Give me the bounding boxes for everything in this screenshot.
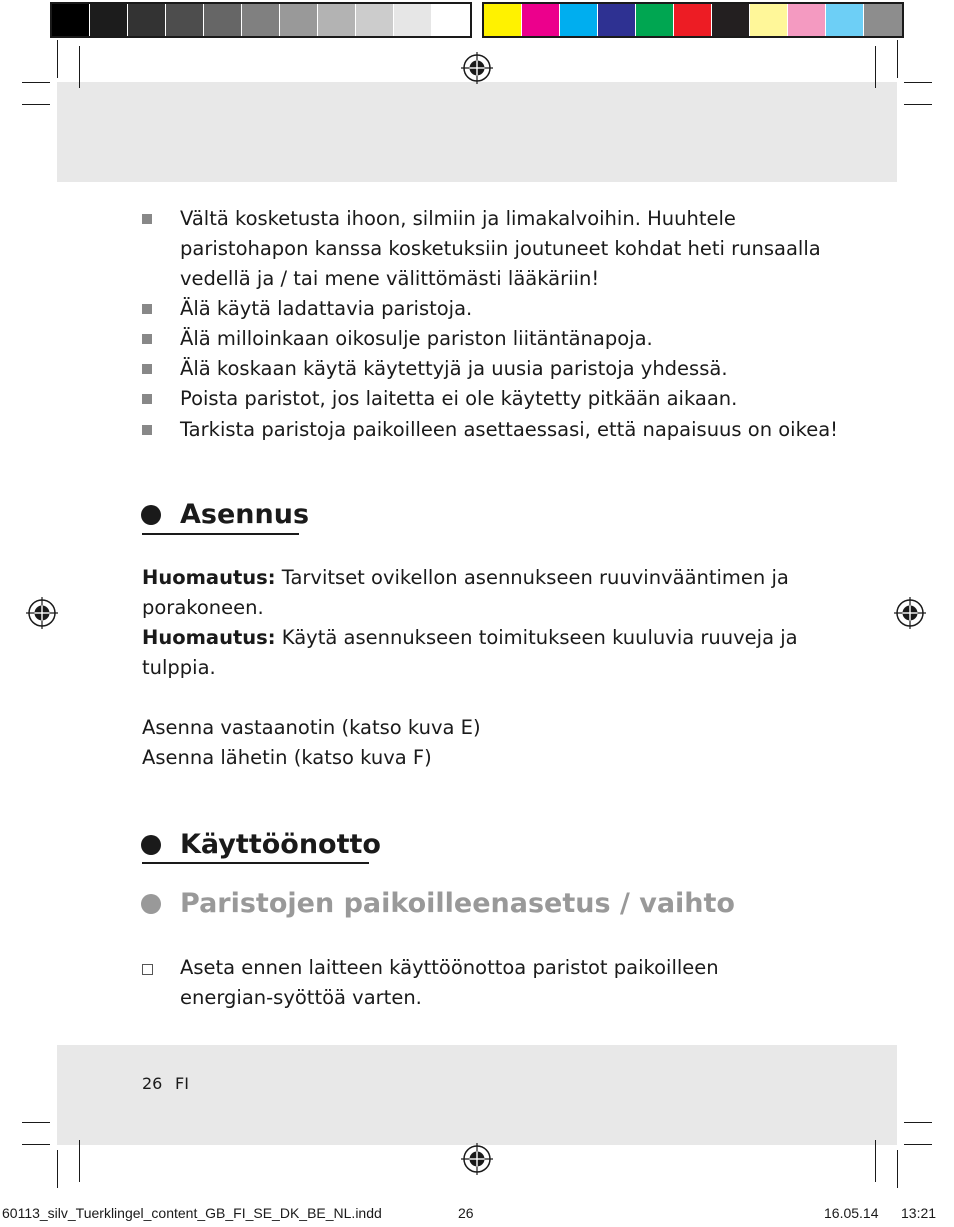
color-swatch: [750, 4, 788, 36]
note-label: Huomautus:: [142, 626, 276, 649]
checkbox-square-icon: [142, 964, 153, 975]
color-swatch: [52, 4, 90, 36]
heading-underline: [142, 533, 299, 535]
crop-mark: [22, 1144, 50, 1145]
color-swatch: [484, 4, 522, 36]
note-paragraph: [142, 623, 822, 683]
crop-mark: [904, 82, 932, 83]
section-heading-paristot: Paristojen paikoilleenasetus / vaihto: [180, 888, 735, 919]
crop-mark: [57, 40, 58, 78]
registration-mark-icon: [461, 1143, 493, 1175]
note-paragraph: [142, 563, 822, 623]
crop-mark: [904, 1122, 932, 1123]
color-swatch: [864, 4, 902, 36]
bullet-square-icon: [142, 364, 152, 374]
color-swatch: [356, 4, 394, 36]
slug-date: 16.05.14: [824, 1205, 879, 1221]
crop-mark: [22, 82, 50, 83]
crop-mark: [79, 1140, 80, 1182]
slug-file-name: 60113_silv_Tuerklingel_content_GB_FI_SE_DK_BE_NL.indd: [2, 1205, 382, 1221]
color-swatch: [280, 4, 318, 36]
battery-step: Aseta ennen laitteen käyttöönottoa paristot paikoilleen energian-syöttöä varten.: [180, 956, 719, 1009]
color-swatch: [318, 4, 356, 36]
note-text: Käytä asennukseen toimitukseen kuuluvia ruuveja ja tulppia.: [142, 626, 798, 679]
list-item: Älä milloinkaan oikosulje pariston liitäntänapoja.: [180, 327, 653, 350]
note-label: Huomautus:: [142, 566, 276, 589]
slug-time: 13:21: [901, 1205, 937, 1221]
heading-underline: [142, 862, 369, 864]
crop-mark: [897, 1150, 898, 1188]
install-step: Asenna vastaanotin (katso kuva E): [142, 716, 481, 739]
color-swatch: [522, 4, 560, 36]
color-swatch: [712, 4, 750, 36]
slug-file-page: 26: [458, 1205, 474, 1221]
color-swatch: [128, 4, 166, 36]
process-color-bar: [482, 2, 904, 38]
color-swatch: [432, 4, 470, 36]
crop-mark: [22, 104, 50, 105]
bullet-square-icon: [142, 394, 152, 404]
note-text: Tarvitset ovikellon asennukseen ruuvinvääntimen ja porakoneen.: [142, 566, 789, 619]
section-heading-kayttoonotto: Käyttöönotto: [180, 829, 381, 860]
heading-bullet-icon: [141, 505, 161, 525]
crop-mark: [904, 104, 932, 105]
list-item: Poista paristot, jos laitetta ei ole käytetty pitkään aikaan.: [180, 387, 738, 410]
crop-mark: [904, 1144, 932, 1145]
list-item: Älä käytä ladattavia paristoja.: [180, 297, 473, 320]
crop-mark: [57, 1150, 58, 1188]
list-item: Tarkista paristoja paikoilleen asettaessasi, että napaisuus on oikea!: [180, 418, 838, 441]
registration-mark-icon: [894, 597, 926, 629]
bullet-square-icon: [142, 334, 152, 344]
crop-mark: [79, 46, 80, 88]
registration-mark-icon: [461, 52, 493, 84]
bullet-square-icon: [142, 214, 152, 224]
registration-mark-icon: [26, 597, 58, 629]
color-swatch: [826, 4, 864, 36]
color-swatch: [166, 4, 204, 36]
crop-mark: [22, 1122, 50, 1123]
page-language: FI: [175, 1074, 189, 1093]
crop-mark: [875, 46, 876, 88]
color-swatch: [560, 4, 598, 36]
color-swatch: [204, 4, 242, 36]
crop-mark: [897, 40, 898, 78]
section-heading-asennus: Asennus: [180, 499, 310, 530]
color-swatch: [242, 4, 280, 36]
grayscale-color-bar: [50, 2, 472, 38]
color-swatch: [90, 4, 128, 36]
heading-bullet-icon: [141, 894, 161, 914]
color-swatch: [674, 4, 712, 36]
color-swatch: [394, 4, 432, 36]
heading-bullet-icon: [141, 835, 161, 855]
color-swatch: [598, 4, 636, 36]
list-item: Älä koskaan käytä käytettyjä ja uusia paristoja yhdessä.: [180, 357, 728, 380]
crop-mark: [875, 1140, 876, 1182]
install-step: Asenna lähetin (katso kuva F): [142, 746, 432, 769]
color-swatch: [636, 4, 674, 36]
color-swatch: [788, 4, 826, 36]
page-number: 26: [142, 1074, 163, 1093]
list-item: Vältä kosketusta ihoon, silmiin ja limakalvoihin. Huuhtele paristohapon kanssa kosketuksiin joutuneet kohdat heti runsaalla vedellä ja / tai mene välittömästi lääkäriin!: [180, 207, 821, 290]
bullet-square-icon: [142, 304, 152, 314]
header-band: [57, 82, 897, 182]
bullet-square-icon: [142, 425, 152, 435]
